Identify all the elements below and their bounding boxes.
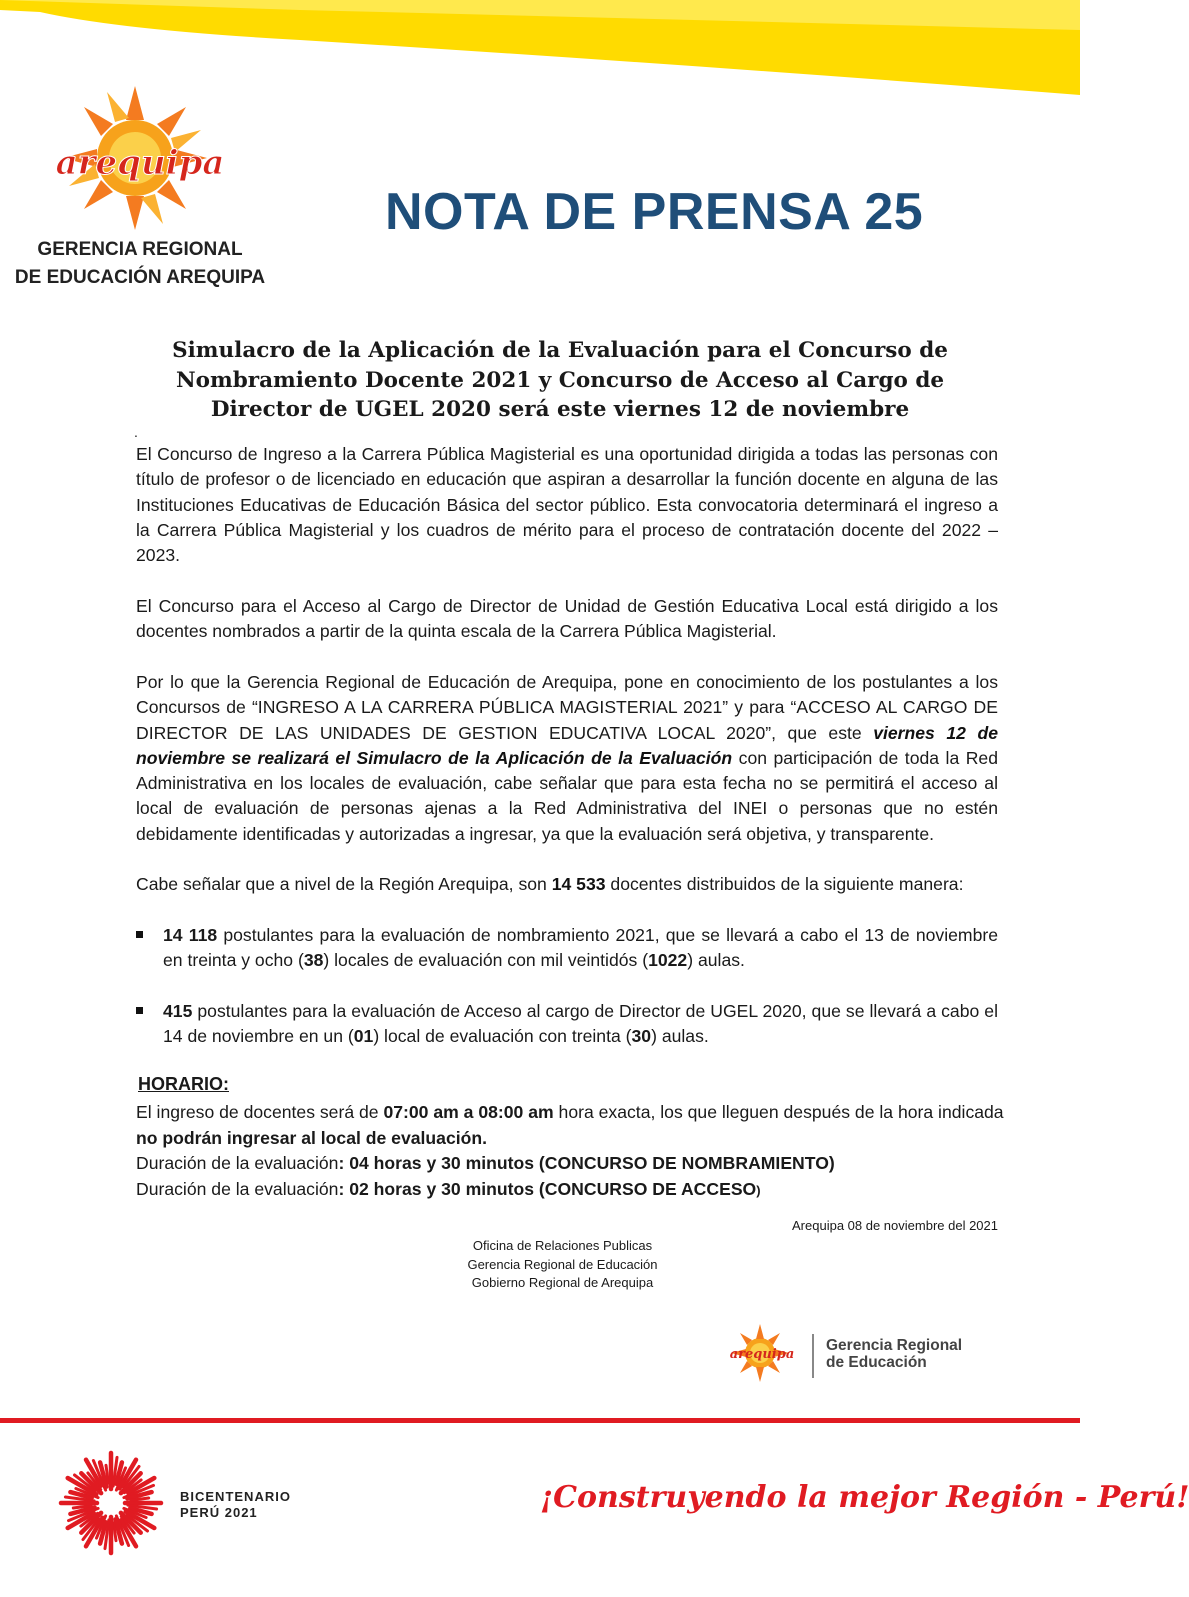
- schedule-duration-2: [136, 1176, 1006, 1204]
- bullet-2-count: 415: [163, 1001, 193, 1021]
- sched-l2-label: Duración de la evaluación: [136, 1153, 339, 1173]
- sched-l2-value: : 04 horas y 30 minutos (CONCURSO DE NOMBRAMIENTO): [338, 1153, 835, 1173]
- bullet-2-text-a: postulantes para la evaluación de Acceso al cargo de Director de UGEL 2020, que se llevará a cabo el 14 de noviembre en un (: [163, 1001, 998, 1047]
- bullet-2-text-b: ) local de evaluación con treinta (: [373, 1026, 632, 1047]
- bullet-1-text-b: ) locales de evaluación con mil veintidós (: [323, 950, 649, 971]
- footer-slogan: ¡Construyendo la mejor Región - Perú!: [540, 1480, 1189, 1515]
- footer-logo-wordmark: arequipa: [729, 1347, 795, 1362]
- sched-l3-paren: ): [756, 1183, 761, 1198]
- bullet-1-text-c: ) aulas.: [687, 950, 745, 971]
- paragraph-1: El Concurso de Ingreso a la Carrera Pública Magisterial es una oportunidad dirigida a todas las personas con título de profesor o de licenciado en educación que aspiran a desarrollar la función docente en alguna de las Instituciones Educativas de Educación Básica del sector público. Esta convocatoria determinará el ingreso a la Carrera Pública Magisterial y los cuadros de mérito para el proceso de contratación docente del 2022 – 2023.: [136, 444, 998, 566]
- headline-line-2: Nombramiento Docente 2021 y Concurso de Acceso al Cargo de: [175, 367, 945, 393]
- date-line: Arequipa 08 de noviembre del 2021: [792, 1218, 998, 1233]
- sched-l1-a: El ingreso de docentes será de: [136, 1102, 384, 1122]
- paragraph-3: [136, 670, 998, 847]
- bullet-1-num-2: 38: [303, 950, 324, 971]
- bullet-2-text-c: ) aulas.: [651, 1026, 709, 1047]
- bullet-square-icon: [136, 931, 143, 938]
- sched-l3-value: : 02 horas y 30 minutos (CONCURSO DE ACCESO: [338, 1179, 757, 1199]
- signature-line-1: Oficina de Relaciones Publicas: [472, 1238, 653, 1253]
- org-line-1: GERENCIA REGIONAL: [37, 239, 243, 260]
- org-line-2: DE EDUCACIÓN AREQUIPA: [14, 267, 266, 288]
- bullet-1-num-3: 1022: [648, 950, 688, 971]
- bicentenario-line-2: PERÚ 2021: [180, 1505, 258, 1520]
- p4-text-a: Cabe señalar que a nivel de la Región Arequipa, son: [136, 874, 552, 894]
- p3-emphasis: viernes 12 de noviembre se realizará el Simulacro de la Aplicación de la Evaluación: [136, 722, 998, 768]
- sched-l3-label: Duración de la evaluación: [136, 1179, 339, 1199]
- bullet-square-icon: [136, 1007, 143, 1014]
- footer-red-line: [0, 1418, 1080, 1423]
- footer-gerencia-name: [826, 1337, 962, 1371]
- bullet-item-1: [136, 923, 998, 974]
- schedule-duration-1: [136, 1150, 1006, 1176]
- signature-block: [410, 1237, 715, 1293]
- sched-l1-c: hora exacta, los que lleguen después de la hora indicada: [553, 1102, 1004, 1122]
- p3-text-a: Por lo que la Gerencia Regional de Educación de Arequipa, pone en conocimiento de los postulantes a los Concursos de “INGRESO A LA CARRERA PÚBLICA MAGISTERIAL 2021” y para “ACCESO AL CARGO DE DIRECTOR DE LAS UNIDADES DE GESTION EDUCATIVA LOCAL 2020”, que este: [136, 672, 998, 743]
- headline-line-3: Director de UGEL 2020 será este viernes 12 de noviembre: [210, 397, 910, 422]
- signature-line-2: Gerencia Regional de Educación: [467, 1256, 658, 1272]
- schedule-heading: HORARIO:: [138, 1074, 229, 1094]
- p4-text-b: docentes distribuidos de la siguiente manera:: [605, 874, 964, 894]
- sched-l1-time: 07:00 am a 08:00 am: [383, 1102, 554, 1122]
- bicentenario-text: [180, 1489, 291, 1521]
- organization-name: [10, 236, 270, 292]
- bullet-1-text-a: postulantes para la evaluación de nombramiento 2021, que se llevará a cabo el 13 de noviembre en treinta y ocho (: [163, 925, 998, 971]
- footer-gerencia-line-2: de Educación: [826, 1354, 927, 1371]
- signature-line-3: Gobierno Regional de Arequipa: [471, 1275, 654, 1290]
- stray-dot: .: [134, 424, 138, 440]
- logo-wordmark: arequipa: [55, 143, 225, 183]
- bicentenario-line-1: BICENTENARIO: [180, 1489, 291, 1504]
- sched-l1-warning: no podrán ingresar al local de evaluación.: [136, 1128, 487, 1148]
- bullet-2-num-2: 01: [353, 1026, 374, 1047]
- bullet-2-num-3: 30: [631, 1026, 652, 1047]
- press-release-title: NOTA DE PRENSA 25: [385, 183, 924, 241]
- footer-divider: [812, 1334, 814, 1378]
- p4-total: 14 533: [551, 874, 606, 894]
- arequipa-sun-logo: [40, 78, 240, 238]
- schedule-entry-time: [136, 1099, 1006, 1151]
- footer-arequipa-logo: [722, 1322, 802, 1384]
- footer-gerencia-line-1: Gerencia Regional: [826, 1337, 963, 1354]
- headline-line-1: Simulacro de la Aplicación de la Evaluación para el Concurso de: [172, 338, 948, 363]
- paragraph-2: El Concurso para el Acceso al Cargo de Director de Unidad de Gestión Educativa Local está dirigido a los docentes nombrados a partir de la quinta escala de la Carrera Pública Magisterial.: [136, 596, 998, 642]
- headline: [150, 336, 970, 425]
- bullet-item-2: [136, 999, 998, 1050]
- p3-text-b: con participación de toda la Red Administrativa en los locales de evaluación, cabe señalar que para esta fecha no se permitirá el acceso al local de evaluación de personas ajenas a la Red Administrativa del INEI o personas que no estén debidamente identificadas y autorizadas a ingresar, ya que la evaluación será objetiva, y transparente.: [136, 747, 998, 844]
- paragraph-4: [136, 872, 998, 897]
- bullet-1-count: 14 118: [163, 925, 218, 945]
- bicentenario-logo: [52, 1444, 170, 1562]
